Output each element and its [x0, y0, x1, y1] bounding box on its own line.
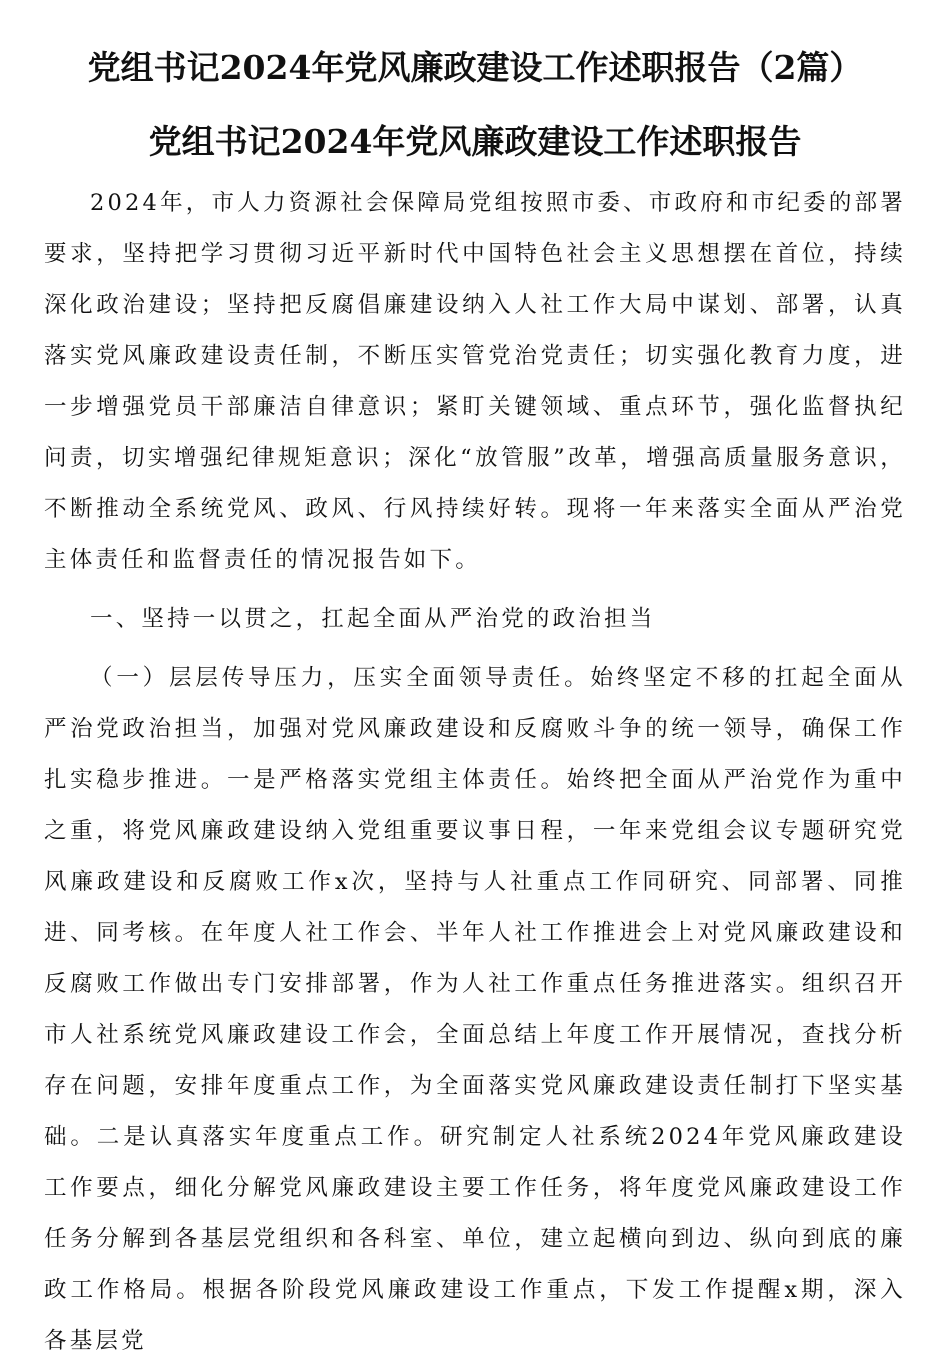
intro-paragraph: 2024年，市人力资源社会保障局党组按照市委、市政府和市纪委的部署要求，坚持把学习贯彻习近平新时代中国特色社会主义思想摆在首位，持续深化政治建设；坚持把反腐倡廉建设纳入人社工作大局中谋划、部署，认真落实党风廉政建设责任制，不断压实管党治党责任；切实强化教育力度，进一步增强党员干部廉洁自律意识；紧盯关键领域、重点环节，强化监督执纪问责，切实增强纪律规矩意识；深化“放管服”改革，增强高质量服务意识，不断推动全系统党风、政风、行风持续好转。现将一年来落实全面从严治党主体责任和监督责任的情况报告如下。	[44, 190, 906, 573]
document-main-title: 党组书记2024年党风廉政建设工作述职报告（2篇）	[87, 48, 863, 87]
document-sub-title: 党组书记2024年党风廉政建设工作述职报告	[148, 122, 802, 161]
section-heading-one: 一、坚持一以贯之，扛起全面从严治党的政治担当	[90, 606, 656, 632]
section-one-paragraph: （一）层层传导压力，压实全面领导责任。始终坚定不移的扛起全面从严治党政治担当，加强对党风廉政建设和反腐败斗争的统一领导，确保工作扎实稳步推进。一是严格落实党组主体责任。始终把全面从严治党作为重中之重，将党风廉政建设纳入党组重要议事日程，一年来党组会议专题研究党风廉政建设和反腐败工作x次，坚持与人社重点工作同研究、同部署、同推进、同考核。在年度人社工作会、半年人社工作推进会上对党风廉政建设和反腐败工作做出专门安排部署，作为人社工作重点任务推进落实。组织召开市人社系统党风廉政建设工作会，全面总结上年度工作开展情况，查找分析存在问题，安排年度重点工作，为全面落实党风廉政建设责任制打下坚实基础。二是认真落实年度重点工作。研究制定人社系统2024年党风廉政建设工作要点，细化分解党风廉政建设主要工作任务，将年度党风廉政建设工作任务分解到各基层党组织和各科室、单位，建立起横向到边、纵向到底的廉政工作格局。根据各阶段党风廉政建设工作重点，下发工作提醒x期，深入各基层党	[44, 665, 906, 1354]
